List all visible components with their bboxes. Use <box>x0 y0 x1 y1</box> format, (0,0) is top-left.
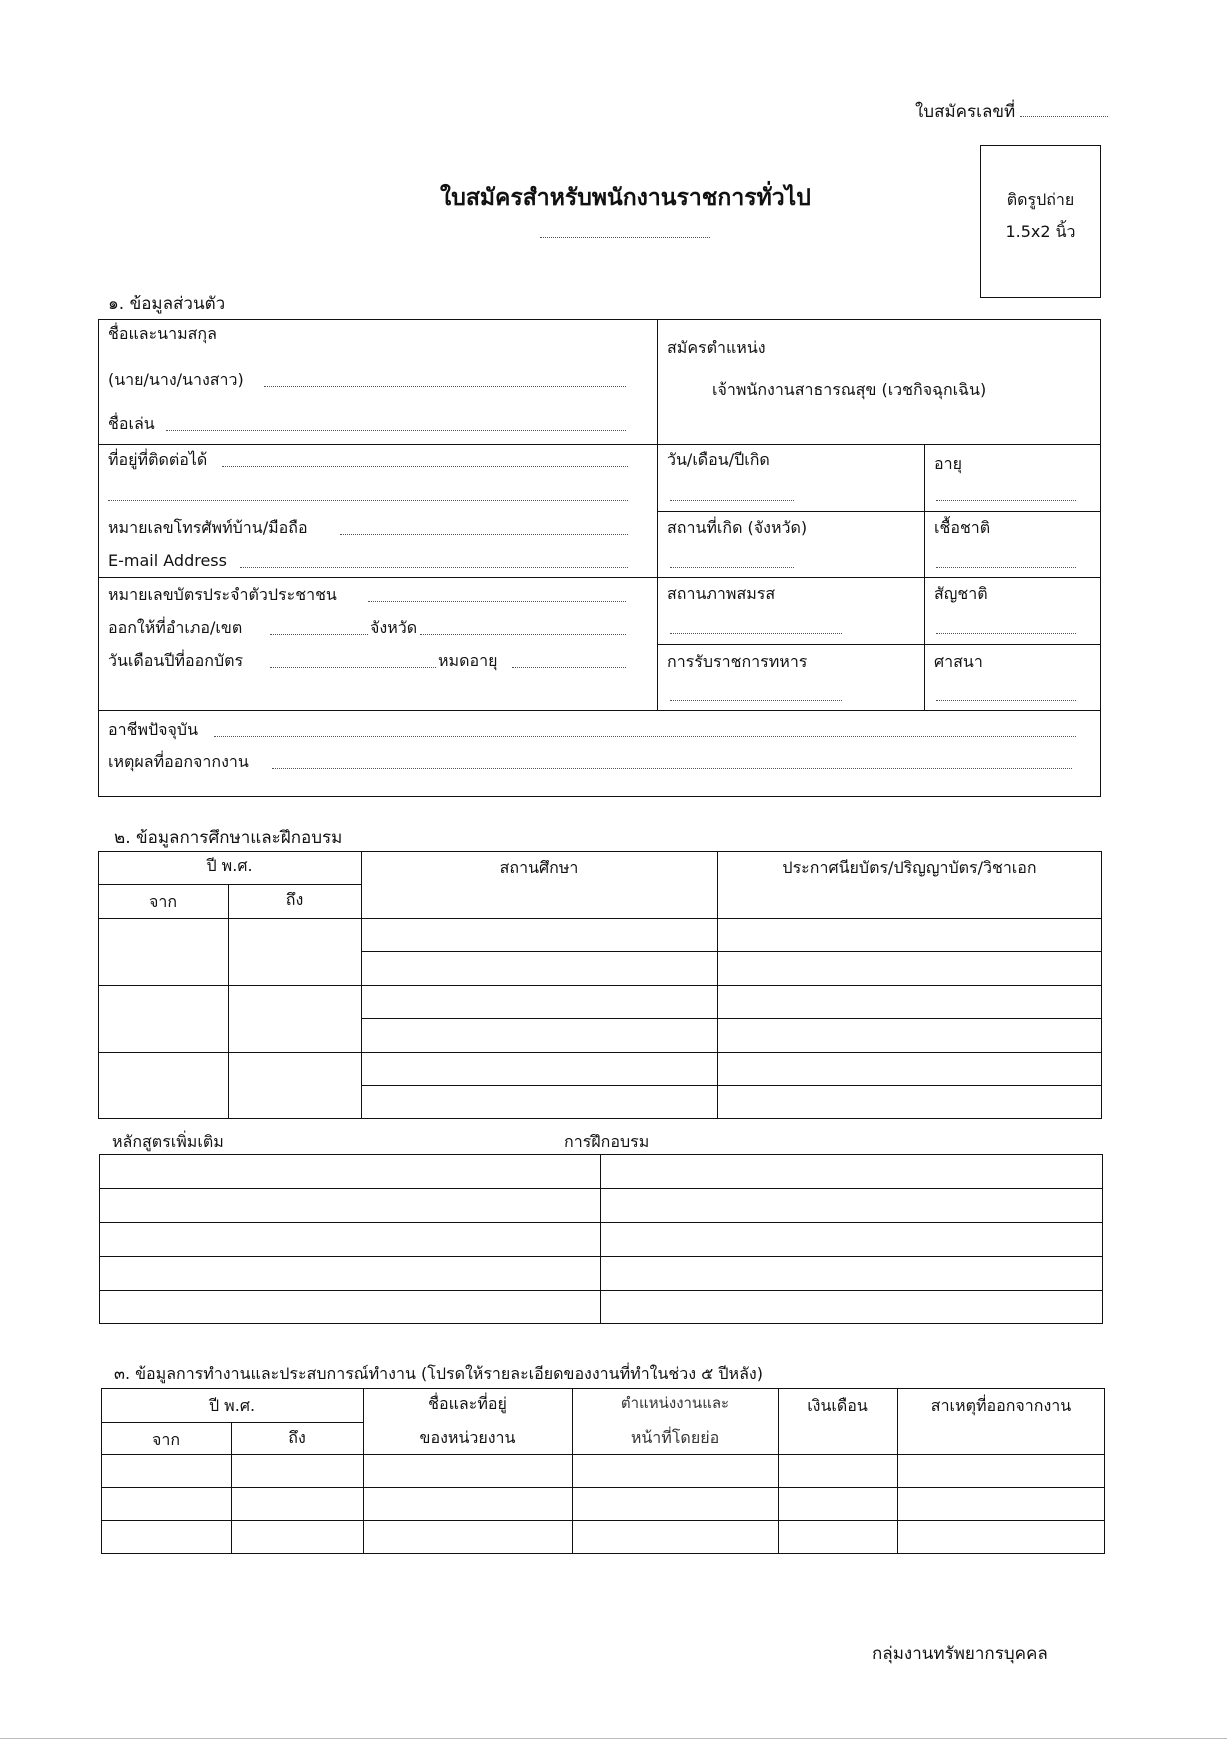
expiry-label: หมดอายุ <box>438 651 498 670</box>
row-divider <box>99 1222 1103 1223</box>
footer-department: กลุ่มงานทรัพยากรบุคคล <box>872 1644 1048 1664</box>
birthplace-field[interactable] <box>670 567 794 568</box>
work-to-header: ถึง <box>288 1428 306 1447</box>
row-divider <box>98 918 1102 919</box>
col-divider <box>228 884 229 1119</box>
extra-courses-label: หลักสูตรเพิ่มเติม <box>112 1132 224 1151</box>
col-divider-right <box>924 444 925 710</box>
row-divider <box>361 951 1102 952</box>
page-bottom-edge <box>0 1738 1227 1739</box>
email-label: E-mail Address <box>108 551 227 570</box>
row-divider <box>101 1520 1105 1521</box>
leave-reason-header: สาเหตุที่ออกจากงาน <box>930 1396 1072 1415</box>
row-divider <box>657 511 1101 512</box>
ethnicity-field[interactable] <box>936 567 1076 568</box>
row-divider <box>98 884 361 885</box>
province-field[interactable] <box>420 634 626 635</box>
birthplace-label: สถานที่เกิด (จังหวัด) <box>667 518 808 537</box>
training-label: การฝึกอบรม <box>564 1132 650 1151</box>
photo-box <box>980 145 1101 298</box>
position-header-line1: ตำแหน่งงานและ <box>620 1394 730 1412</box>
issued-district-label: ออกให้ที่อำเภอ/เขต <box>108 618 243 637</box>
org-header-line1: ชื่อและที่อยู่ <box>428 1394 507 1413</box>
row-divider <box>361 1018 1102 1019</box>
age-label: อายุ <box>934 454 962 473</box>
military-label: การรับราชการทหาร <box>667 652 808 671</box>
address-field[interactable] <box>222 466 628 467</box>
id-card-field[interactable] <box>368 601 626 602</box>
id-card-label: หมายเลขบัตรประจำตัวประชาชน <box>108 585 337 604</box>
phone-field[interactable] <box>340 534 628 535</box>
military-field[interactable] <box>670 700 842 701</box>
row-divider <box>101 1487 1105 1488</box>
row-divider <box>98 1052 1102 1053</box>
training-table <box>99 1154 1103 1324</box>
name-label: ชื่อและนามสกุล <box>108 324 217 343</box>
issued-district-field[interactable] <box>270 634 368 635</box>
religion-label: ศาสนา <box>934 652 983 671</box>
nationality-field[interactable] <box>936 633 1076 634</box>
col-divider <box>600 1154 601 1324</box>
row-divider <box>99 1188 1103 1189</box>
row-divider <box>98 710 1101 711</box>
org-header-line2: ของหน่วยงาน <box>419 1428 516 1447</box>
marital-status-label: สถานภาพสมรส <box>667 584 776 603</box>
birth-date-field[interactable] <box>670 500 794 501</box>
row-divider <box>101 1422 363 1423</box>
expiry-field[interactable] <box>512 667 626 668</box>
occupation-label: อาชีพปัจจุบัน <box>108 720 198 739</box>
address-field-2[interactable] <box>108 500 628 501</box>
position-header-line2: หน้าที่โดยย่อ <box>630 1428 720 1447</box>
education-from-header: จาก <box>148 892 178 911</box>
issue-date-field[interactable] <box>270 667 436 668</box>
age-field[interactable] <box>936 500 1076 501</box>
section1-heading: ๑. ข้อมูลส่วนตัว <box>108 294 226 314</box>
religion-field[interactable] <box>936 700 1076 701</box>
address-label: ที่อยู่ที่ติดต่อได้ <box>108 450 208 469</box>
position-label: สมัครตำแหน่ง <box>667 338 766 357</box>
occupation-field[interactable] <box>214 736 1076 737</box>
education-year-header: ปี พ.ศ. <box>206 856 253 875</box>
row-divider <box>99 1256 1103 1257</box>
work-from-header: จาก <box>151 1430 181 1449</box>
nickname-label: ชื่อเล่น <box>108 414 155 433</box>
phone-label: หมายเลขโทรศัพท์บ้าน/มือถือ <box>108 518 308 537</box>
birth-date-label: วัน/เดือน/ปีเกิด <box>667 450 770 469</box>
row-divider <box>98 444 1101 445</box>
ethnicity-label: เชื้อชาติ <box>934 518 991 537</box>
work-year-header: ปี พ.ศ. <box>208 1396 256 1415</box>
degree-header: ประกาศนียบัตร/ปริญญาบัตร/วิชาเอก <box>782 858 1037 877</box>
nickname-field[interactable] <box>166 430 626 431</box>
title-options: (นาย/นาง/นางสาว) <box>108 370 244 389</box>
position-value: เจ้าพนักงานสาธารณสุข (เวชกิจฉุกเฉิน) <box>712 380 987 399</box>
institution-header: สถานศึกษา <box>499 858 579 877</box>
section3-heading: ๓. ข้อมูลการทำงานและประสบการณ์ทำงาน (โปรดให้รายละเอียดของงานที่ทำในช่วง ๕ ปีหลัง) <box>114 1364 763 1383</box>
photo-label-line1: ติดรูปถ่าย <box>1006 190 1075 209</box>
photo-label-line2: 1.5x2 นิ้ว <box>1005 222 1076 241</box>
col-divider <box>572 1388 573 1554</box>
education-to-header: ถึง <box>285 890 304 909</box>
name-field[interactable] <box>264 386 626 387</box>
row-divider <box>657 644 1101 645</box>
application-number-label: ใบสมัครเลขที่ <box>915 102 1016 122</box>
salary-header: เงินเดือน <box>807 1396 868 1415</box>
marital-status-field[interactable] <box>670 633 842 634</box>
page-title: ใบสมัครสำหรับพนักงานราชการทั่วไป <box>440 185 811 211</box>
province-label: จังหวัด <box>370 618 418 637</box>
leave-reason-field[interactable] <box>272 768 1072 769</box>
title-subfield[interactable] <box>540 237 710 238</box>
row-divider <box>98 577 1101 578</box>
nationality-label: สัญชาติ <box>934 584 988 603</box>
row-divider <box>101 1454 1105 1455</box>
section2-heading: ๒. ข้อมูลการศึกษาและฝึกอบรม <box>114 828 343 848</box>
issue-date-label: วันเดือนปีที่ออกบัตร <box>108 651 244 670</box>
email-field[interactable] <box>240 567 628 568</box>
row-divider <box>99 1290 1103 1291</box>
leave-reason-label: เหตุผลที่ออกจากงาน <box>108 752 249 771</box>
row-divider <box>361 1085 1102 1086</box>
row-divider <box>98 985 1102 986</box>
application-number-field[interactable] <box>1020 116 1108 117</box>
personal-divider-main <box>657 319 658 710</box>
